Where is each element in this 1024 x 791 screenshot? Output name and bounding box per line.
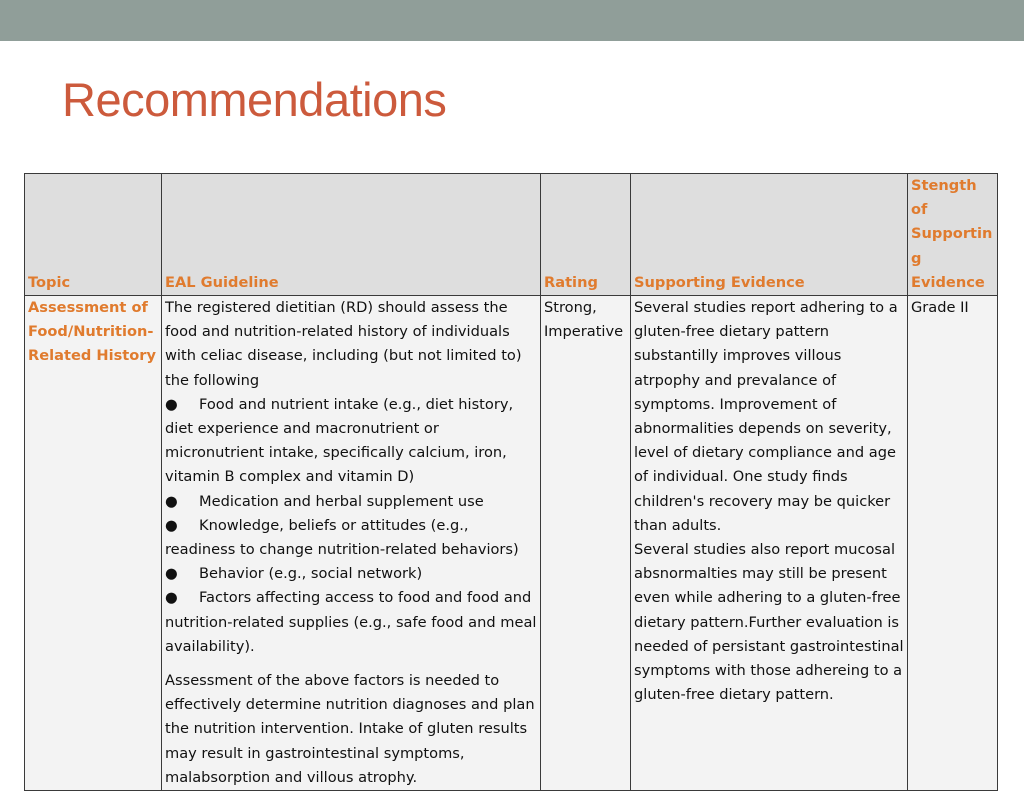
- bullet-dot: ●: [165, 516, 178, 534]
- evidence-paragraph-2: Several studies also report mucosal absnormalties may still be present even while adhering to a gluten-free dietary pattern.Further evaluation is needed of persistant gastrointestinal symptoms with those adhereing to a gluten-free dietary pattern.: [634, 541, 904, 704]
- bullet-text: Factors affecting access to food and food and nutrition-related supplies (e.g., safe food and meal availability).: [165, 589, 537, 655]
- guideline-closing: Assessment of the above factors is needed to effectively determine nutrition diagnoses and plan the nutrition intervention. Intake of gluten results may result in gastrointestinal symptoms, malabsorption and villous atrophy.: [165, 672, 535, 786]
- bullet-text: Medication and herbal supplement use: [199, 492, 484, 510]
- bullet-text: Knowledge, beliefs or attitudes (e.g., readiness to change nutrition-related behaviors): [165, 516, 519, 559]
- cell-rating: Strong, Imperative: [541, 296, 631, 791]
- table-header-row: [25, 174, 998, 296]
- bullet-dot: ●: [165, 492, 178, 510]
- header-strength-of-evidence: Stength of Supporting Evidence: [908, 174, 998, 296]
- bullet-dot: ●: [165, 395, 178, 413]
- guideline-bullet: [165, 514, 539, 562]
- header-rating: Rating: [541, 174, 631, 296]
- guideline-bullet: [165, 562, 539, 586]
- header-eal-guideline: EAL Guideline: [162, 174, 541, 296]
- cell-supporting-evidence: [631, 296, 908, 791]
- cell-strength-of-evidence: Grade II: [908, 296, 998, 791]
- bullet-dot: ●: [165, 589, 178, 607]
- header-supporting-evidence: Supporting Evidence: [631, 174, 908, 296]
- slide-title: Recommendations: [62, 73, 447, 126]
- cell-topic: Assessment of Food/Nutrition-Related History: [25, 296, 162, 791]
- guideline-bullet: [165, 490, 539, 514]
- bullet-text: Food and nutrient intake (e.g., diet history, diet experience and macronutrient or micronutrient intake, specifically calcium, iron, vitamin B complex and vitamin D): [165, 395, 514, 486]
- bullet-text: Behavior (e.g., social network): [199, 565, 423, 583]
- evidence-paragraph-1: Several studies report adhering to a gluten-free dietary pattern substantilly improves villous atrpophy and prevalance of symptoms. Improvement of abnormalities depends on severity, level of dietary compliance and age of individual. One study finds children's recovery may be quicker than adults.: [634, 299, 898, 534]
- guideline-bullet: [165, 393, 539, 490]
- top-accent-bar: [0, 0, 1024, 41]
- cell-eal-guideline: [162, 296, 541, 791]
- bullet-dot: ●: [165, 565, 178, 583]
- header-topic: Topic: [25, 174, 162, 296]
- table-row: [25, 296, 998, 791]
- guideline-intro: The registered dietitian (RD) should assess the food and nutrition-related history of individuals with celiac disease, including (but not limited to) the following: [165, 299, 522, 389]
- guideline-bullet: [165, 586, 539, 659]
- recommendations-table: [24, 173, 998, 791]
